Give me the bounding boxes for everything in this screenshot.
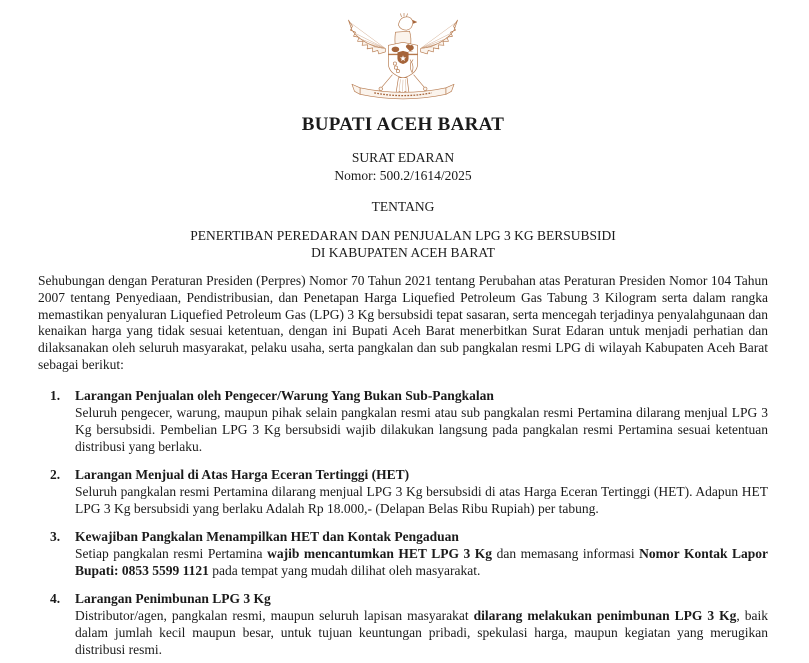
garuda-pancasila-emblem <box>38 12 768 108</box>
intro-paragraph: Sehubungan dengan Peraturan Presiden (Perpres) Nomor 70 Tahun 2021 tentang Perubahan atas Peraturan Presiden Nomor 104 Tahun 2007 tentang Penyediaan, Pendistribusian, dan Penetapan Harga Liquefied Petroleum Gas Tabung 3 Kilogram serta dalam rangka memastikan penyaluran Liquefied Petroleum Gas (LPG) 3 Kg bersubsidi tepat sasaran, serta mencegah terjadinya penyalahgunaan dan kenaikan harga yang tidak sesuai ketentuan, dengan ini Bupati Aceh Barat menerbitkan Surat Edaran untuk menjadi perhatian dan dilaksanakan oleh seluruh masyarakat, pelaku usaha, serta pangkalan dan sub pangkalan resmi LPG di wilayah Kabupaten Aceh Barat sebagai berikut: <box>38 273 768 372</box>
item-body: Setiap pangkalan resmi Pertamina wajib mencantumkan HET LPG 3 Kg dan memasang informasi Nomor Kontak Lapor Bupati: 0853 5599 1121 pada tempat yang mudah dilihat oleh masyarakat. <box>75 545 769 578</box>
item-number: 2. <box>50 466 61 482</box>
letterhead <box>38 12 768 261</box>
list-item <box>50 590 768 658</box>
item-content <box>75 466 768 517</box>
doc-type: SURAT EDARAN <box>351 150 455 165</box>
item-body: Distributor/agen, pangkalan resmi, maupun seluruh lapisan masyarakat dilarang melakukan penimbunan LPG 3 Kg, baik dalam jumlah kecil maupun besar, untuk tujuan keuntungan pribadi, spekulasi harga, maupun kegiatan yang merugikan distribusi resmi. <box>75 607 768 657</box>
about-label: TENTANG <box>371 199 435 214</box>
item-number: 3. <box>50 528 61 544</box>
doc-number: Nomor: 500.2/1614/2025 <box>334 168 472 183</box>
item-heading: Larangan Menjual di Atas Harga Eceran Tertinggi (HET) <box>75 466 410 482</box>
garuda-pancasila-icon <box>344 12 462 108</box>
item-heading: Larangan Penimbunan LPG 3 Kg <box>75 590 271 606</box>
item-content <box>75 590 768 658</box>
subject-title <box>38 228 768 261</box>
item-heading: Kewajiban Pangkalan Menampilkan HET dan Kontak Pengaduan <box>75 528 459 544</box>
item-content <box>75 387 768 455</box>
issuer-title: BUPATI ACEH BARAT <box>301 114 505 135</box>
item-body: Seluruh pangkalan resmi Pertamina dilarang menjual LPG 3 Kg bersubsidi di atas Harga Eceran Tertinggi (HET). Adapun HET LPG 3 Kg bersubsidi yang berlaku Adalah Rp 18.000,- (Delapan Belas Ribu Rupiah) per tabung. <box>75 483 768 516</box>
subject-line-2: DI KABUPATEN ACEH BARAT <box>311 244 495 260</box>
item-number: 1. <box>50 387 61 403</box>
list-item <box>50 466 768 517</box>
item-number: 4. <box>50 590 61 606</box>
item-heading: Larangan Penjualan oleh Pengecer/Warung Yang Bukan Sub-Pangkalan <box>75 387 494 403</box>
list-item <box>50 387 768 455</box>
item-content <box>75 528 768 579</box>
item-body: Seluruh pengecer, warung, maupun pihak selain pangkalan resmi atau sub pangkalan resmi Pertamina dilarang menjual LPG 3 Kg bersubsidi. Pembelian LPG 3 Kg bersubsidi wajib dilakukan langsung pada pangkalan resmi Pertamina sesuai ketentuan distribusi yang berlaku. <box>75 404 768 454</box>
provision-list <box>50 387 768 658</box>
list-item <box>50 528 768 579</box>
subject-line-1: PENERTIBAN PEREDARAN DAN PENJUALAN LPG 3 KG BERSUBSIDI <box>190 228 616 243</box>
